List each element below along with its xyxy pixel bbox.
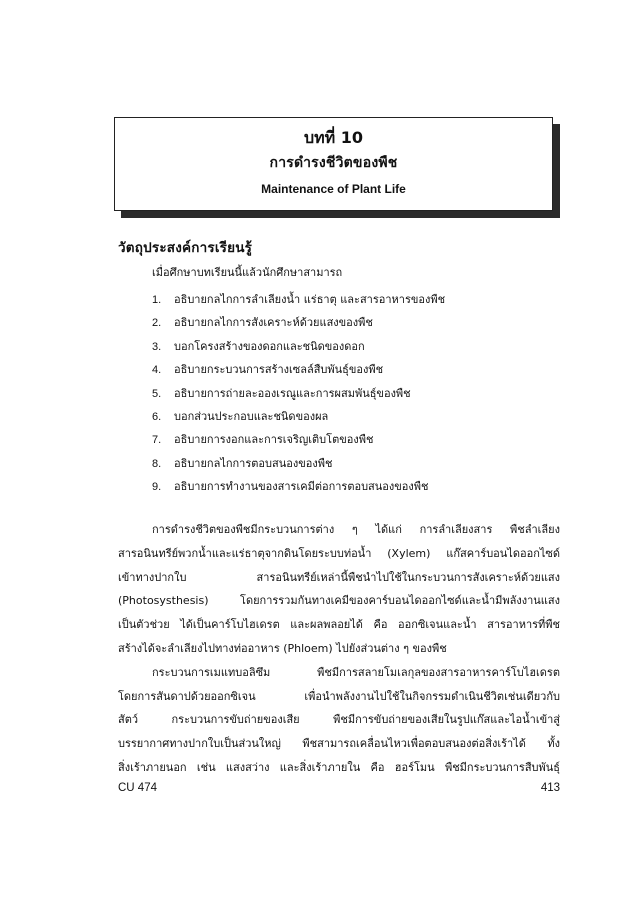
- paragraph-line: สร้างได้จะลำเลียงไปทางท่ออาหาร (Phloem) ไปยังส่วนต่าง ๆ ของพืช: [118, 641, 447, 655]
- objectives-list: [152, 290, 445, 501]
- paragraph-line: (Photosysthesis) โดยการรวมกันทางเคมีของคาร์บอนไดออกไซด์และน้ำมีพลังงานแสง: [118, 594, 560, 608]
- objective-item: [152, 407, 445, 430]
- objective-number: 8.: [152, 457, 162, 470]
- objective-number: 3.: [152, 340, 162, 353]
- paragraph-line: เข้าทางปากใบ สารอนินทรีย์เหล่านี้พืชนำไปใช้ในกระบวนการสังเคราะห์ด้วยแสง: [118, 570, 560, 584]
- paragraph-line: กระบวนการเมแทบอลิซึม พืชมีการสลายโมเลกุลของสารอาหารคาร์โบไฮเดรต: [152, 665, 560, 679]
- objective-item: [152, 337, 445, 360]
- chapter-number: บทที่ 10: [303, 128, 364, 147]
- objective-number: 9.: [152, 481, 162, 494]
- objective-text: บอกส่วนประกอบและชนิดของผล: [174, 409, 329, 423]
- body-text: [118, 518, 560, 780]
- objective-text: อธิบายกลไกการสังเคราะห์ด้วยแสงของพืช: [174, 316, 373, 330]
- objective-text: อธิบายการถ่ายละอองเรณูและการผสมพันธุ์ของพืช: [174, 386, 411, 400]
- objective-number: 7.: [152, 434, 162, 447]
- objective-item: [152, 430, 445, 453]
- objective-item: [152, 384, 445, 407]
- objective-text: อธิบายกลไกการตอบสนองของพืช: [174, 456, 333, 470]
- objective-number: 4.: [152, 364, 162, 377]
- footer-page-number: 413: [540, 782, 560, 794]
- objective-text: อธิบายการงอกและการเจริญเติบโตของพืช: [174, 433, 374, 447]
- objective-text: อธิบายกลไกการลำเลียงน้ำ แร่ธาตุ และสารอาหารของพืช: [174, 293, 446, 306]
- paragraph-line: การดำรงชีวิตของพืชมีกระบวนการต่าง ๆ ได้แก่ การลำเลียงสาร พืชลำเลียง: [152, 523, 560, 536]
- objective-text: อธิบายการทำงานของสารเคมีต่อการตอบสนองของพืช: [174, 480, 429, 494]
- paragraph-line: สิ่งเร้าภายนอก เช่น แสงสว่าง และสิ่งเร้าภายใน คือ ฮอร์โมน พืชมีกระบวนการสืบพันธุ์: [118, 760, 560, 774]
- objective-item: [152, 360, 445, 383]
- chapter-title-english: Maintenance of Plant Life: [261, 182, 406, 196]
- paragraph-line: โดยการสันดาปด้วยออกซิเจน เพื่อนำพลังงานไปใช้ในกิจกรรมดำเนินชีวิตเช่นเดียวกับ: [118, 689, 560, 703]
- objective-item: [152, 290, 445, 313]
- objectives-intro: เมื่อศึกษาบทเรียนนี้แล้วนักศึกษาสามารถ: [152, 266, 343, 279]
- paragraph-line: เป็นตัวช่วย ได้เป็นคาร์โบไฮเดรต และผลพลอยได้ คือ ออกซิเจนและน้ำ สารอาหารที่พืช: [118, 618, 560, 632]
- objective-number: 5.: [152, 387, 162, 400]
- paragraph-line: สารอนินทรีย์พวกน้ำและแร่ธาตุจากดินโดยระบบท่อน้ำ (Xylem) แก๊สคาร์บอนไดออกไซด์: [118, 546, 560, 560]
- objective-text: อธิบายกระบวนการสร้างเซลล์สืบพันธุ์ของพืช: [174, 363, 384, 377]
- chapter-title-thai: การดำรงชีวิตของพืช: [269, 155, 398, 171]
- objective-number: 2.: [152, 317, 162, 330]
- objective-item: [152, 454, 445, 477]
- paragraph-line: บรรยากาศทางปากใบเป็นส่วนใหญ่ พืชสามารถเคลื่อนไหวเพื่อตอบสนองต่อสิ่งเร้าได้ ทั้ง: [118, 737, 560, 751]
- objective-item: [152, 477, 445, 500]
- objective-number: 6.: [152, 410, 162, 423]
- paragraph-line: สัตว์ กระบวนการขับถ่ายของเสีย พืชมีการขับถ่ายของเสียในรูปแก๊สและไอน้ำเข้าสู่: [118, 713, 560, 727]
- objective-text: บอกโครงสร้างของดอกและชนิดของดอก: [174, 339, 365, 353]
- footer-course-code: CU 474: [118, 782, 157, 794]
- chapter-title-box: [114, 117, 553, 211]
- objectives-heading: วัตถุประสงค์การเรียนรู้: [118, 240, 253, 256]
- objective-item: [152, 313, 445, 336]
- objective-number: 1.: [152, 294, 162, 306]
